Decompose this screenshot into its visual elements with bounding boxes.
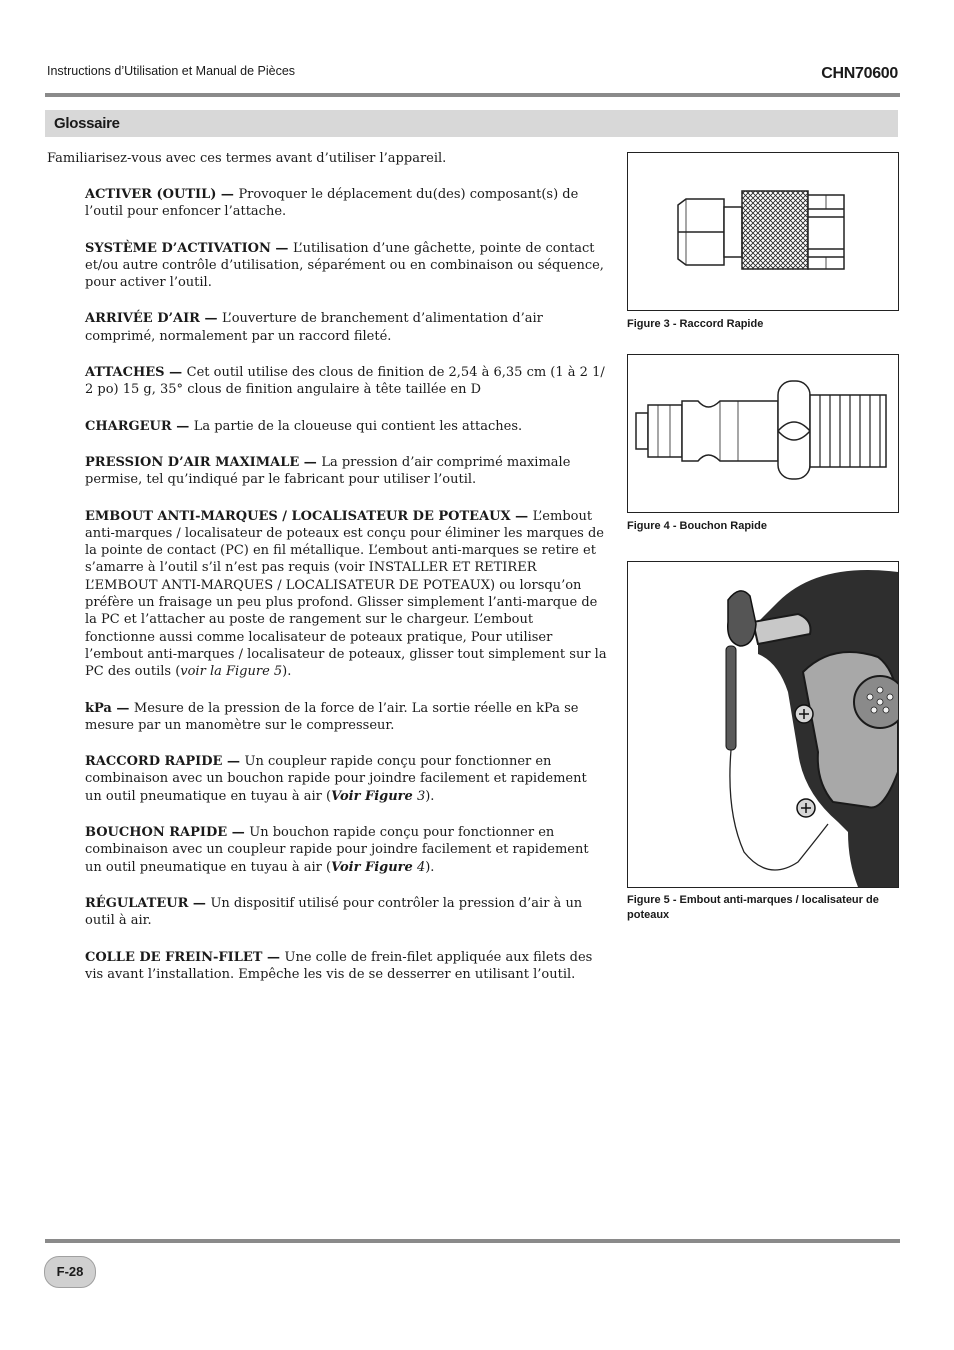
term-definition: La pression d’air comprimé maximale permise, tel qu’indiqué par le fabricant pour utiliser l’outil. xyxy=(85,454,571,488)
document-title: Instructions d’Utilisation et Manual de Pièces xyxy=(47,64,296,78)
term-label: RÉGULATEUR xyxy=(85,895,189,911)
term-separator: — xyxy=(227,825,250,841)
figure-4-caption: Figure 4 - Bouchon Rapide xyxy=(627,520,767,532)
term-separator: — xyxy=(510,508,533,524)
quick-plug-drawing xyxy=(628,355,898,512)
glossary-term xyxy=(85,454,607,489)
term-separator: — xyxy=(171,418,194,434)
term-label: CHARGEUR xyxy=(85,418,172,434)
term-definition: Une colle de frein-filet appliquée aux filets des vis avant l’installation. Empêche les vis de se desserrer en utilisant l’outil. xyxy=(85,949,593,982)
term-label: RACCORD RAPIDE xyxy=(85,754,223,770)
glossary-term xyxy=(85,700,607,735)
intro-paragraph: Familiarisez-vous avec ces termes avant d’utiliser l’appareil. xyxy=(47,151,447,166)
page-number-badge xyxy=(44,1256,96,1288)
footer-rule xyxy=(45,1239,900,1243)
glossary-term xyxy=(85,186,607,221)
figure-reference: voir la Figure 5 xyxy=(180,664,283,680)
term-definition: Mesure de la pression de la force de l’air. La sortie réelle en kPa se mesure par un manomètre sur le compresseur. xyxy=(85,700,579,733)
term-separator: — xyxy=(262,949,285,965)
term-definition: L’utilisation d’une gâchette, pointe de contact et/ou autre contrôle d’utilisation, séparément ou en combinaison ou séquence, pour activer l’outil. xyxy=(85,240,604,291)
glossary-term xyxy=(85,824,607,876)
term-separator: — xyxy=(188,895,211,911)
model-number: CHN70600 xyxy=(821,65,898,82)
term-separator: — xyxy=(111,700,134,716)
term-separator: — xyxy=(299,454,322,470)
term-closing: ). xyxy=(425,859,435,875)
quick-coupler-drawing xyxy=(628,153,898,310)
term-label: EMBOUT ANTI-MARQUES / LOCALISATEUR DE POTEAUX xyxy=(85,508,511,524)
term-definition: L’embout anti-marques / localisateur de poteaux est conçu pour éliminer les marques de la pointe de contact (PC) en fil métallique. L’embout anti-marques se retire et s’amarre à l’outil s’il n’est pas requis (voir INSTALLER ET RETIRER L’EMBOUT ANTI-MARQUES / LOCALISATEUR DE POTEAUX) ou lorsqu’on préfère un fraisage un peu plus profond. Glisser simplement l’anti-marque de la PC et l’attacher au poste de rangement sur le chargeur. L’embout fonctionne aussi comme localisateur de poteaux pratique, Pour utiliser l’embout anti-marques / localisateur de poteaux, glisser tout simplement sur la PC des outils ( xyxy=(85,508,607,680)
term-definition: Cet outil utilise des clous de finition de 2,54 à 6,35 cm (1 à 2 1/ 2 po) 15 g, 35° clous de finition angulaire à tête taillée en D xyxy=(85,365,605,398)
figure-reference: Voir Figure xyxy=(331,859,413,875)
term-label: ACTIVER (OUTIL) xyxy=(85,187,217,202)
glossary-term xyxy=(85,240,607,292)
term-definition: Un bouchon rapide conçu pour fonctionner en combinaison avec un coupleur rapide pour joindre facilement et rapidement un outil pneumatique en tuyau à air ( xyxy=(85,825,589,875)
glossary-term xyxy=(85,508,607,681)
term-separator: — xyxy=(164,365,187,381)
term-label: COLLE DE FREIN-FILET xyxy=(85,949,263,965)
term-definition: Provoquer le déplacement du(des) composant(s) de l’outil pour enfoncer l’attache. xyxy=(85,187,579,220)
page-number: F-28 xyxy=(56,1264,84,1279)
figure-5-frame xyxy=(627,561,899,888)
glossary-list xyxy=(85,186,607,1002)
glossary-term xyxy=(85,895,607,930)
term-separator: — xyxy=(222,754,245,770)
section-header-bar xyxy=(45,110,898,137)
term-separator: — xyxy=(199,311,223,327)
section-title: Glossaire xyxy=(54,115,120,132)
term-definition: La partie de la cloueuse qui contient les attaches. xyxy=(193,418,523,434)
term-separator: — xyxy=(270,240,293,256)
figure-3-frame xyxy=(627,152,899,311)
nailer-no-mar-tip-drawing xyxy=(628,562,898,887)
term-label: ARRIVÉE D’AIR xyxy=(85,311,200,327)
glossary-term xyxy=(85,753,607,805)
term-closing: ). xyxy=(282,664,292,680)
glossary-term xyxy=(85,418,607,435)
glossary-term xyxy=(85,949,607,984)
term-label: ATTACHES xyxy=(85,365,165,381)
term-label: PRESSION D’AIR MAXIMALE xyxy=(85,454,300,470)
header-rule xyxy=(45,93,900,97)
figure-reference-number: 4 xyxy=(412,859,426,875)
term-label: SYSTÈME D’ACTIVATION xyxy=(85,240,271,256)
term-closing: ). xyxy=(425,788,435,804)
figure-3-caption: Figure 3 - Raccord Rapide xyxy=(627,318,764,330)
glossary-term xyxy=(85,364,607,399)
term-definition: Un dispositif utilisé pour contrôler la pression d’air à un outil à air. xyxy=(85,895,583,929)
figure-4-frame xyxy=(627,354,899,513)
term-label: BOUCHON RAPIDE xyxy=(85,825,228,841)
term-separator: — xyxy=(216,187,239,202)
figure-reference: Voir Figure xyxy=(331,788,413,804)
term-definition: Un coupleur rapide conçu pour fonctionner en combinaison avec un bouchon rapide pour joindre facilement et rapidement un outil pneumatique en tuyau à air ( xyxy=(85,754,587,804)
figure-reference-number: 3 xyxy=(412,788,426,804)
term-definition: L’ouverture de branchement d’alimentation d’air comprimé, normalement par un raccord fileté. xyxy=(85,311,543,344)
glossary-term xyxy=(85,310,607,345)
figure-5-caption: Figure 5 - Embout anti-marques / localisateur de poteaux xyxy=(627,894,879,921)
term-label: kPa xyxy=(85,700,112,716)
